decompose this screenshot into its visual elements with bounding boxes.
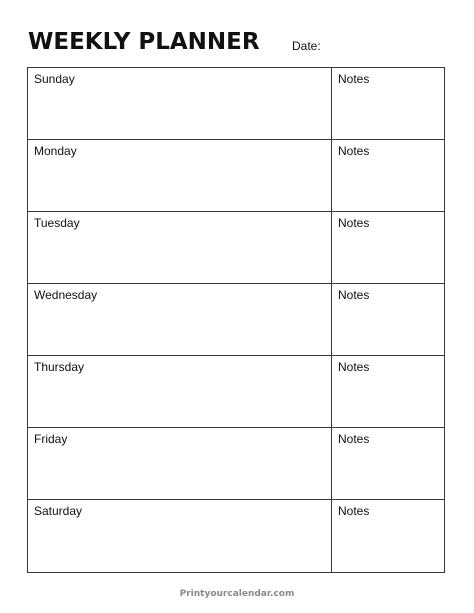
- notes-label: Notes: [338, 504, 370, 518]
- notes-label: Notes: [338, 144, 370, 158]
- notes-label: Notes: [338, 360, 370, 374]
- weekly-planner-grid: [27, 67, 445, 573]
- day-label: Saturday: [34, 504, 83, 518]
- day-cell-tuesday[interactable]: [28, 212, 332, 284]
- notes-label: Notes: [338, 288, 370, 302]
- notes-cell-sunday[interactable]: [332, 68, 444, 140]
- day-label: Thursday: [34, 360, 85, 374]
- page-title: WEEKLY PLANNER: [28, 29, 260, 55]
- day-label: Friday: [34, 432, 68, 446]
- notes-cell-thursday[interactable]: [332, 356, 444, 428]
- day-cell-wednesday[interactable]: [28, 284, 332, 356]
- notes-cell-wednesday[interactable]: [332, 284, 444, 356]
- notes-label: Notes: [338, 432, 370, 446]
- day-label: Tuesday: [34, 216, 80, 230]
- day-cell-thursday[interactable]: [28, 356, 332, 428]
- footer-credit: Printyourcalendar.com: [179, 589, 295, 599]
- day-cell-monday[interactable]: [28, 140, 332, 212]
- notes-cell-tuesday[interactable]: [332, 212, 444, 284]
- day-label: Wednesday: [34, 288, 98, 302]
- day-cell-saturday[interactable]: [28, 500, 332, 572]
- notes-cell-saturday[interactable]: [332, 500, 444, 572]
- date-label: Date:: [292, 39, 321, 53]
- notes-cell-friday[interactable]: [332, 428, 444, 500]
- day-label: Monday: [34, 144, 77, 158]
- day-cell-sunday[interactable]: [28, 68, 332, 140]
- day-label: Sunday: [34, 72, 75, 86]
- notes-cell-monday[interactable]: [332, 140, 444, 212]
- notes-label: Notes: [338, 72, 370, 86]
- day-cell-friday[interactable]: [28, 428, 332, 500]
- notes-label: Notes: [338, 216, 370, 230]
